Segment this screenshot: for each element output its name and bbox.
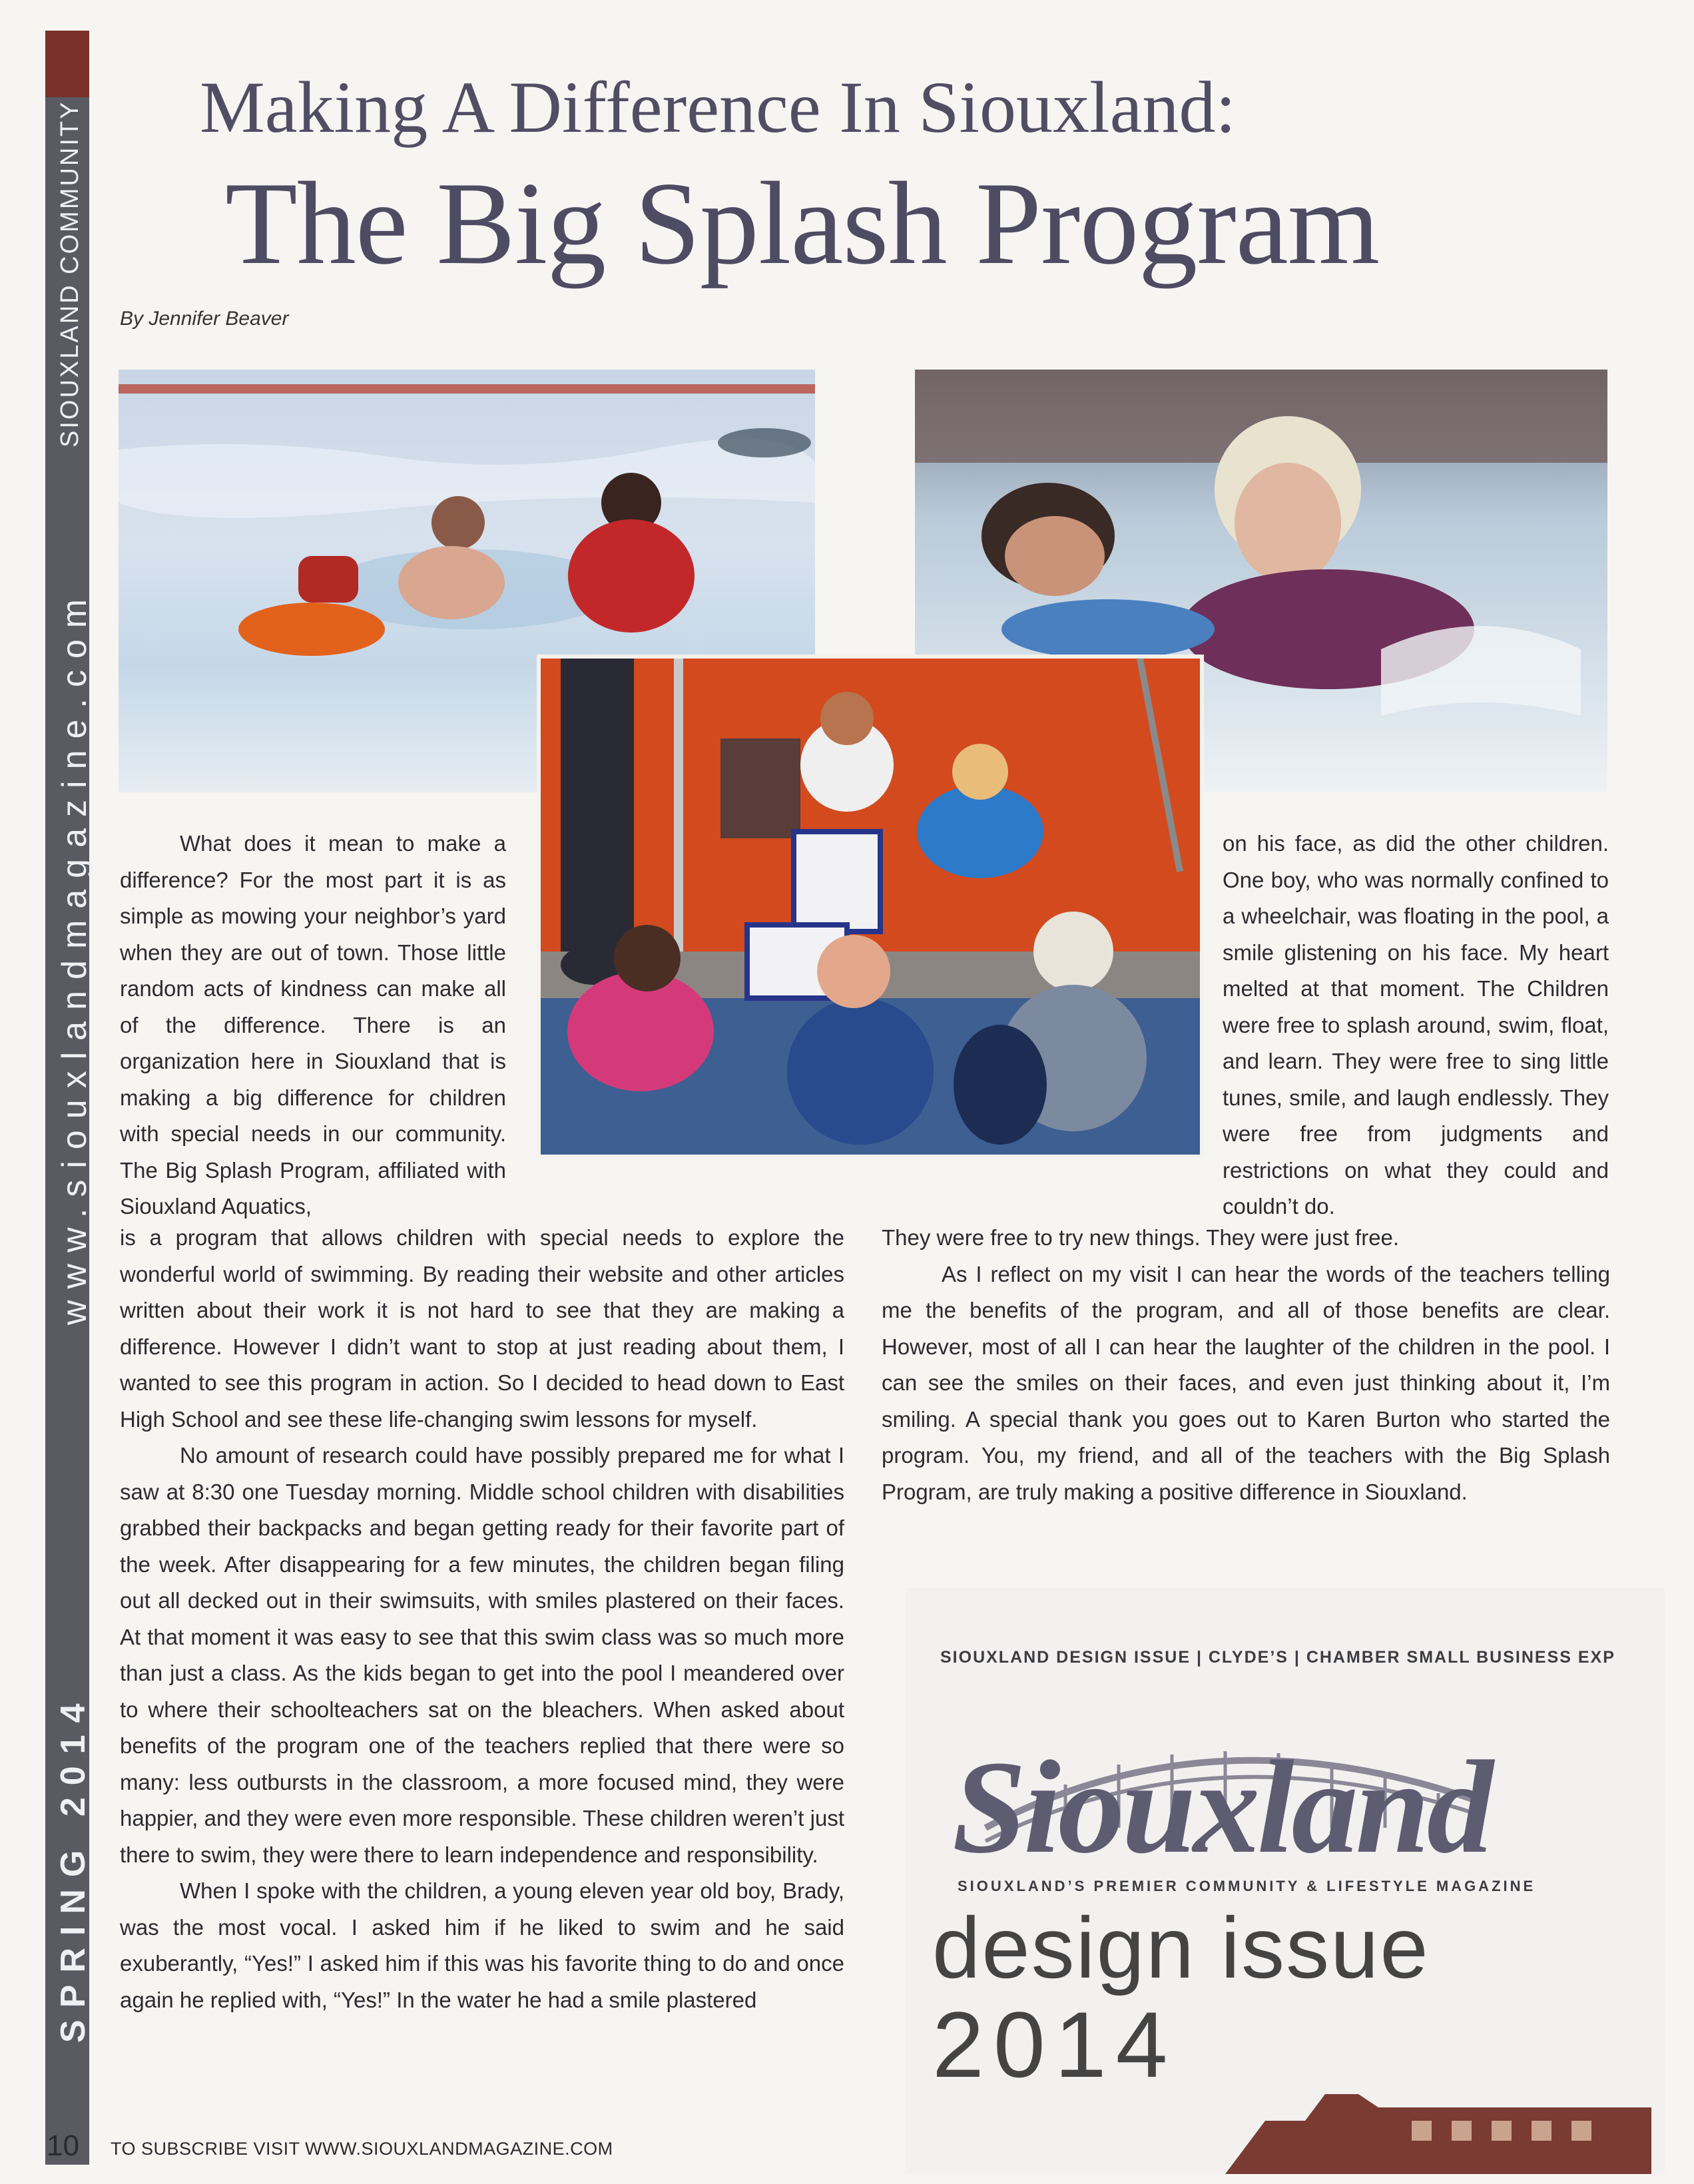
- article-paragraph-4: As I reflect on my visit I can hear the words of the teachers telling me the benefits of the program, and all of those benefits are clear. However, most of all I can hear the laughter of the children in the pool. I can see the smiles on their faces, and even just thinking about it, I’m smiling. A special thank you goes out to Karen Burton who started the program. You, my friend, and all of the teachers with the Big Splash Program, are truly making a positive difference in Siouxland.: [882, 1261, 1610, 1504]
- article-paragraph-2: No amount of research could have possibly prepared me for what I saw at 8:30 one Tuesday morning. Middle school children with disabilities grabbed their backpacks and began getting ready for their favorite part of the week. After disappearing for a few minutes, the children began filing out all decked out in their swimsuits, with smiles plastered on their faces. At that moment it was easy to see that this swim class was so much more than just a class. As the kids began to get into the pool I meandered over to where their schoolteachers sat on the bleachers. When asked about benefits of the program one of the teachers replied that there were so many: less outbursts in the classroom, a more focused mind, they were happier, and they were even more responsible. These children weren’t just there to swim, they were there to learn independence and responsibility.: [120, 1443, 844, 1867]
- cover-logo: Siouxland: [952, 1734, 1491, 1881]
- cover-year: 2014: [932, 1992, 1177, 2097]
- article-col1-body: [120, 1220, 844, 2018]
- cover-issue-title: design issue: [932, 1899, 1430, 1996]
- article-byline: By Jennifer Beaver: [120, 308, 289, 330]
- sidebar-issue: SPRING 2014: [54, 1691, 93, 2043]
- article-paragraph-intro-continued: is a program that allows children with special needs to explore the wonderful world of swimming. By reading their website and other articles written about their work it is not hard to see that they are making a difference. However I didn’t want to stop at just reading about them, I wanted to see this program in action. So I decided to head down to East High School and see these life-changing swim lessons for myself.: [120, 1225, 844, 1432]
- article-kicker: Making A Difference In Siouxland:: [200, 67, 1237, 148]
- page-number: 10: [47, 2129, 79, 2162]
- cover-tagline: SIOUXLAND’S PREMIER COMMUNITY & LIFESTYLE MAGAZINE: [958, 1878, 1536, 1894]
- article-paragraph-3-end: They were free to try new things. They were just free.: [882, 1225, 1400, 1250]
- article-paragraph-3: When I spoke with the children, a young eleven year old boy, Brady, was the most vocal. I asked him if he liked to swim and he said exuberantly, “Yes!” I asked him if this was his favorite thing to do and once again he replied with, “Yes!” In the water he had a smile plastered: [120, 1878, 844, 2012]
- article-title: The Big Splash Program: [225, 157, 1380, 289]
- article-col2-top: [1223, 826, 1609, 1225]
- photo-pool-lift-chair: [537, 655, 1204, 1159]
- article-col1-top: [120, 826, 506, 1225]
- article-col2-body: [882, 1220, 1610, 1510]
- sidebar-category: SIOUXLAND COMMUNITY: [56, 100, 84, 447]
- sidebar-accent-block: [45, 31, 89, 97]
- cover-topics: SIOUXLAND DESIGN ISSUE | CLYDE’S | CHAMBER SMALL BUSINESS EXP: [940, 1648, 1615, 1667]
- sidebar-website: www.siouxlandmagazine.com: [55, 587, 94, 1325]
- article-paragraph-intro: What does it mean to make a difference? For the most part it is as simple as mowing your neighbor’s yard when they are out of town. Those little random acts of kindness can make all of the difference. There is an organization here in Siouxland that is making a big difference for children with special needs in our community. The Big Splash Program, affiliated with Siouxland Aquatics,: [120, 831, 506, 1219]
- subscribe-footer: TO SUBSCRIBE VISIT WWW.SIOUXLANDMAGAZINE.COM: [111, 2139, 613, 2159]
- article-paragraph-3-continued: on his face, as did the other children. One boy, who was normally confined to a wheelchair, was floating in the pool, a smile glistening on his face. My heart melted at that moment. The Children were free to splash around, swim, float, and learn. They were free to sing little tunes, smile, and laugh endlessly. They were free from judgments and restrictions on what they could and couldn’t do.: [1223, 831, 1609, 1219]
